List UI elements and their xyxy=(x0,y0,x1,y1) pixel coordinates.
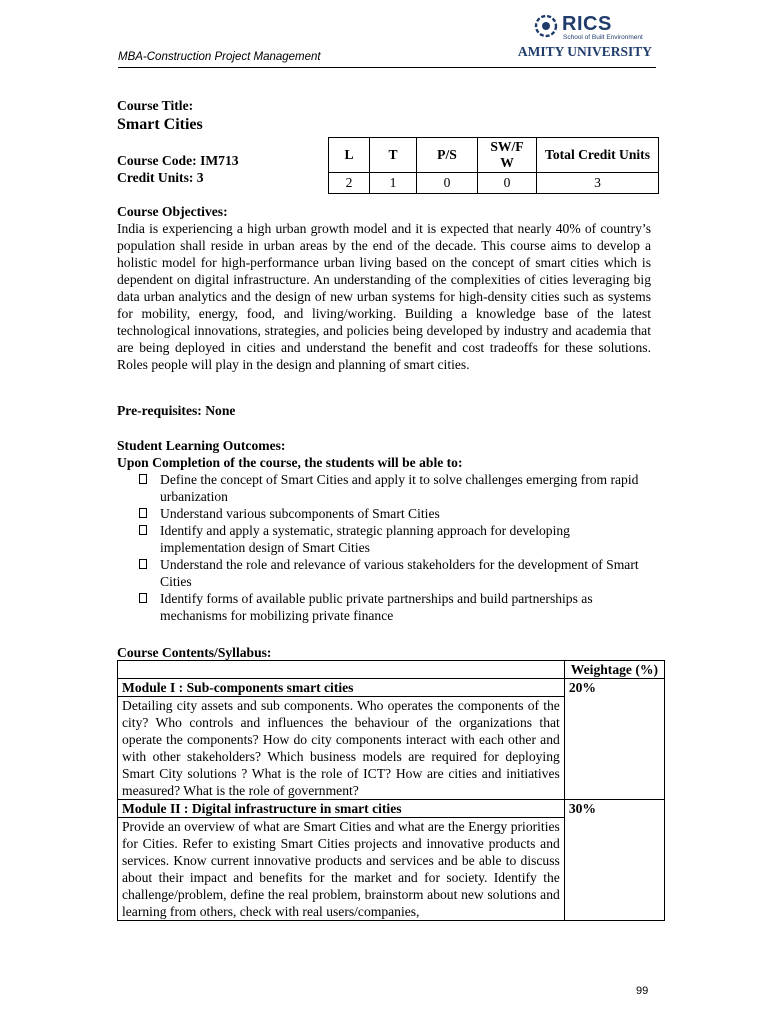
list-item-text: Define the concept of Smart Cities and apply it to solve challenges emerging from rapid urbanization xyxy=(160,472,639,504)
bullet-box-icon xyxy=(139,593,147,603)
list-item xyxy=(117,505,651,522)
module-title: Module I : Sub-components smart cities xyxy=(118,679,565,697)
bullet-box-icon xyxy=(139,474,147,484)
rics-emblem-icon xyxy=(534,14,558,38)
objectives-text: India is experiencing a high urban growth model and it is expected that nearly 40% of country’s population shall reside in urban areas by the end of the decade. This course aims to develop a holistic model for high-performance urban living based on the concept of smart cities which is dependent on digital infrastructure. An understanding of the complexities of cities leveraging big data urban analytics and the design of new urban systems for high-density cities such as systems for mobility, energy, food, and living/working. Building a knowledge base of the latest technological innovations, strategies, and policies being developed by industry and academia that are being deployed in cities and understand the benefit and cost tradeoffs for these solutions. Roles people will play in the design and planning of smart cities. xyxy=(117,221,651,372)
syllabus-table xyxy=(117,660,665,921)
outcomes-list xyxy=(117,471,651,624)
credit-value-cell: 1 xyxy=(370,173,417,194)
credit-value-cell: 0 xyxy=(417,173,478,194)
course-objectives xyxy=(117,203,651,373)
course-title: Smart Cities xyxy=(117,116,203,133)
table-row xyxy=(118,679,665,697)
prerequisites: Pre-requisites: None xyxy=(117,403,236,418)
module-title: Module II : Digital infrastructure in smart cities xyxy=(118,800,565,818)
rics-wordmark: RICS xyxy=(562,13,612,35)
list-item-text: Understand the role and relevance of various stakeholders for the development of Smart Cities xyxy=(160,557,639,589)
credit-table xyxy=(328,137,659,194)
credit-header-cell xyxy=(478,138,537,173)
weightage-header: Weightage (%) xyxy=(564,661,664,679)
bullet-box-icon xyxy=(139,559,147,569)
credit-header-cell: P/S xyxy=(417,138,478,173)
credit-header-text: SW/F W xyxy=(490,139,524,170)
learning-outcomes xyxy=(117,437,651,624)
credit-table-values xyxy=(329,173,659,194)
page-number: 99 xyxy=(636,985,649,997)
credit-units: Credit Units: 3 xyxy=(117,170,204,185)
module-weight: 20% xyxy=(564,679,664,800)
university-name: AMITY UNIVERSITY xyxy=(517,44,652,59)
table-row xyxy=(118,661,665,679)
credit-header-cell: T xyxy=(370,138,417,173)
syllabus-heading: Course Contents/Syllabus: xyxy=(117,645,272,660)
table-row xyxy=(118,800,665,818)
list-item-text: Identify and apply a systematic, strategic planning approach for developing implementation design of Smart Cities xyxy=(160,523,570,555)
page-header xyxy=(118,10,656,66)
course-code: Course Code: IM713 xyxy=(117,153,239,168)
credit-value-cell: 2 xyxy=(329,173,370,194)
rics-logo xyxy=(534,12,654,42)
bullet-box-icon xyxy=(139,508,147,518)
list-item xyxy=(117,556,651,590)
list-item xyxy=(117,471,651,505)
program-name: MBA-Construction Project Management xyxy=(118,51,321,63)
module-text: Provide an overview of what are Smart Cities and what are the Energy priorities for Cities. Refer to existing Smart Cities projects and innovative products and services. Know current innovative products and services and be able to discuss about their impact and benefits for the market and for society. Identify the challenge/problem, define the real problem, brainstorm about new solutions and learning from others, check with real users/companies, xyxy=(118,818,565,921)
credit-table-header xyxy=(329,138,659,173)
outcomes-subheading: Upon Completion of the course, the students will be able to: xyxy=(117,455,463,470)
module-weight: 30% xyxy=(564,800,664,921)
list-item-text: Identify forms of available public private partnerships and build partnerships as mechanisms for mobilizing private finance xyxy=(160,591,593,623)
course-title-label: Course Title: xyxy=(117,98,194,113)
credit-value-cell: 3 xyxy=(537,173,659,194)
university-logo xyxy=(517,12,652,60)
table-cell xyxy=(118,661,565,679)
credit-header-cell: Total Credit Units xyxy=(537,138,659,173)
bullet-box-icon xyxy=(139,525,147,535)
list-item xyxy=(117,590,651,624)
rics-subtitle: School of Built Environment xyxy=(563,34,643,41)
module-text: Detailing city assets and sub components. Who operates the components of the city? Who controls and influences the behaviour of the organizations that operate the components? How do city components interact with each other and with other stakeholders? Which business models are required for deploying Smart City solutions ? What is the role of ICT? How are cities and initiatives measured? What is the role of government? xyxy=(118,697,565,800)
course-title-block xyxy=(117,97,652,133)
outcomes-heading: Student Learning Outcomes: xyxy=(117,438,286,453)
header-divider xyxy=(118,67,656,68)
list-item xyxy=(117,522,651,556)
credit-value-cell: 0 xyxy=(478,173,537,194)
credit-header-cell: L xyxy=(329,138,370,173)
list-item-text: Understand various subcomponents of Smart Cities xyxy=(160,506,440,521)
course-code-block xyxy=(117,152,239,186)
objectives-heading: Course Objectives: xyxy=(117,204,228,219)
